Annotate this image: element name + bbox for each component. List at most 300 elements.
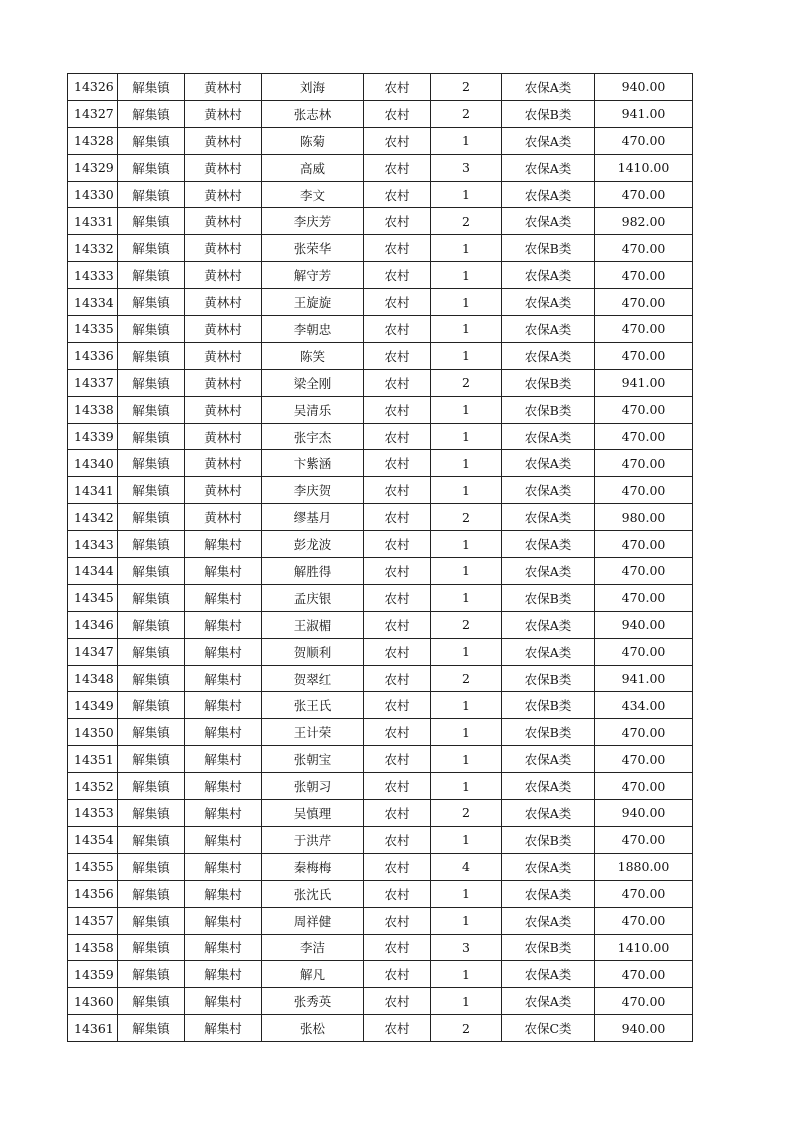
town-cell: 解集镇 bbox=[118, 342, 185, 369]
town-cell: 解集镇 bbox=[118, 504, 185, 531]
table-row bbox=[68, 504, 693, 531]
area-type-cell: 农村 bbox=[364, 127, 431, 154]
area-type-cell: 农村 bbox=[364, 531, 431, 558]
insurance-category-cell: 农保B类 bbox=[502, 719, 595, 746]
person-name-cell: 缪基月 bbox=[262, 504, 364, 531]
row-id-cell: 14359 bbox=[68, 961, 118, 988]
village-cell: 解集村 bbox=[185, 638, 262, 665]
insurance-category-cell: 农保A类 bbox=[502, 154, 595, 181]
village-cell: 解集村 bbox=[185, 531, 262, 558]
row-id-cell: 14327 bbox=[68, 100, 118, 127]
insurance-category-cell: 农保B类 bbox=[502, 934, 595, 961]
household-count-cell: 1 bbox=[431, 262, 502, 289]
person-name-cell: 吴清乐 bbox=[262, 396, 364, 423]
insurance-category-cell: 农保B类 bbox=[502, 396, 595, 423]
town-cell: 解集镇 bbox=[118, 289, 185, 316]
insurance-category-cell: 农保B类 bbox=[502, 665, 595, 692]
row-id-cell: 14346 bbox=[68, 611, 118, 638]
row-id-cell: 14333 bbox=[68, 262, 118, 289]
household-count-cell: 1 bbox=[431, 988, 502, 1015]
row-id-cell: 14338 bbox=[68, 396, 118, 423]
insurance-category-cell: 农保B类 bbox=[502, 584, 595, 611]
amount-cell: 470.00 bbox=[595, 880, 693, 907]
area-type-cell: 农村 bbox=[364, 584, 431, 611]
household-count-cell: 1 bbox=[431, 907, 502, 934]
area-type-cell: 农村 bbox=[364, 289, 431, 316]
village-cell: 黄林村 bbox=[185, 342, 262, 369]
person-name-cell: 卞紫涵 bbox=[262, 450, 364, 477]
village-cell: 黄林村 bbox=[185, 154, 262, 181]
village-cell: 黄林村 bbox=[185, 369, 262, 396]
village-cell: 解集村 bbox=[185, 692, 262, 719]
amount-cell: 470.00 bbox=[595, 423, 693, 450]
insurance-category-cell: 农保B类 bbox=[502, 235, 595, 262]
row-id-cell: 14343 bbox=[68, 531, 118, 558]
area-type-cell: 农村 bbox=[364, 396, 431, 423]
insurance-category-cell: 农保B类 bbox=[502, 369, 595, 396]
village-cell: 解集村 bbox=[185, 826, 262, 853]
village-cell: 黄林村 bbox=[185, 396, 262, 423]
person-name-cell: 张王氏 bbox=[262, 692, 364, 719]
person-name-cell: 贺翠红 bbox=[262, 665, 364, 692]
table-row bbox=[68, 369, 693, 396]
area-type-cell: 农村 bbox=[364, 504, 431, 531]
table-row bbox=[68, 423, 693, 450]
town-cell: 解集镇 bbox=[118, 531, 185, 558]
row-id-cell: 14348 bbox=[68, 665, 118, 692]
amount-cell: 470.00 bbox=[595, 262, 693, 289]
household-count-cell: 1 bbox=[431, 961, 502, 988]
area-type-cell: 农村 bbox=[364, 880, 431, 907]
row-id-cell: 14339 bbox=[68, 423, 118, 450]
person-name-cell: 彭龙波 bbox=[262, 531, 364, 558]
village-cell: 黄林村 bbox=[185, 100, 262, 127]
table-row bbox=[68, 558, 693, 585]
village-cell: 解集村 bbox=[185, 800, 262, 827]
area-type-cell: 农村 bbox=[364, 773, 431, 800]
person-name-cell: 李洁 bbox=[262, 934, 364, 961]
person-name-cell: 于洪芹 bbox=[262, 826, 364, 853]
table-row bbox=[68, 934, 693, 961]
person-name-cell: 李朝忠 bbox=[262, 316, 364, 343]
area-type-cell: 农村 bbox=[364, 961, 431, 988]
town-cell: 解集镇 bbox=[118, 800, 185, 827]
household-count-cell: 1 bbox=[431, 584, 502, 611]
person-name-cell: 王计荣 bbox=[262, 719, 364, 746]
town-cell: 解集镇 bbox=[118, 584, 185, 611]
table-body bbox=[68, 74, 693, 1042]
person-name-cell: 张松 bbox=[262, 1015, 364, 1042]
household-count-cell: 1 bbox=[431, 558, 502, 585]
person-name-cell: 王淑楣 bbox=[262, 611, 364, 638]
town-cell: 解集镇 bbox=[118, 1015, 185, 1042]
area-type-cell: 农村 bbox=[364, 638, 431, 665]
table-row bbox=[68, 584, 693, 611]
household-count-cell: 2 bbox=[431, 504, 502, 531]
table-row bbox=[68, 746, 693, 773]
row-id-cell: 14347 bbox=[68, 638, 118, 665]
insurance-category-cell: 农保A类 bbox=[502, 127, 595, 154]
town-cell: 解集镇 bbox=[118, 154, 185, 181]
amount-cell: 470.00 bbox=[595, 773, 693, 800]
town-cell: 解集镇 bbox=[118, 477, 185, 504]
insurance-category-cell: 农保A类 bbox=[502, 531, 595, 558]
person-name-cell: 李文 bbox=[262, 181, 364, 208]
village-cell: 黄林村 bbox=[185, 262, 262, 289]
area-type-cell: 农村 bbox=[364, 934, 431, 961]
row-id-cell: 14353 bbox=[68, 800, 118, 827]
village-cell: 解集村 bbox=[185, 773, 262, 800]
row-id-cell: 14332 bbox=[68, 235, 118, 262]
table-row bbox=[68, 235, 693, 262]
area-type-cell: 农村 bbox=[364, 988, 431, 1015]
village-cell: 解集村 bbox=[185, 1015, 262, 1042]
household-count-cell: 1 bbox=[431, 127, 502, 154]
table-row bbox=[68, 692, 693, 719]
table-row bbox=[68, 477, 693, 504]
row-id-cell: 14357 bbox=[68, 907, 118, 934]
person-name-cell: 张宇杰 bbox=[262, 423, 364, 450]
person-name-cell: 解守芳 bbox=[262, 262, 364, 289]
village-cell: 解集村 bbox=[185, 961, 262, 988]
area-type-cell: 农村 bbox=[364, 450, 431, 477]
insurance-category-cell: 农保A类 bbox=[502, 907, 595, 934]
row-id-cell: 14356 bbox=[68, 880, 118, 907]
person-name-cell: 张秀英 bbox=[262, 988, 364, 1015]
area-type-cell: 农村 bbox=[364, 611, 431, 638]
village-cell: 黄林村 bbox=[185, 74, 262, 101]
area-type-cell: 农村 bbox=[364, 692, 431, 719]
insurance-category-cell: 农保A类 bbox=[502, 638, 595, 665]
amount-cell: 470.00 bbox=[595, 235, 693, 262]
town-cell: 解集镇 bbox=[118, 262, 185, 289]
area-type-cell: 农村 bbox=[364, 154, 431, 181]
town-cell: 解集镇 bbox=[118, 907, 185, 934]
table-row bbox=[68, 154, 693, 181]
household-count-cell: 3 bbox=[431, 934, 502, 961]
insurance-category-cell: 农保A类 bbox=[502, 262, 595, 289]
row-id-cell: 14342 bbox=[68, 504, 118, 531]
table-row bbox=[68, 880, 693, 907]
village-cell: 黄林村 bbox=[185, 208, 262, 235]
person-name-cell: 解凡 bbox=[262, 961, 364, 988]
town-cell: 解集镇 bbox=[118, 450, 185, 477]
table-row bbox=[68, 961, 693, 988]
village-cell: 黄林村 bbox=[185, 477, 262, 504]
row-id-cell: 14340 bbox=[68, 450, 118, 477]
table-row bbox=[68, 100, 693, 127]
town-cell: 解集镇 bbox=[118, 74, 185, 101]
amount-cell: 470.00 bbox=[595, 396, 693, 423]
town-cell: 解集镇 bbox=[118, 396, 185, 423]
person-name-cell: 张沈氏 bbox=[262, 880, 364, 907]
table-row bbox=[68, 773, 693, 800]
row-id-cell: 14360 bbox=[68, 988, 118, 1015]
amount-cell: 470.00 bbox=[595, 181, 693, 208]
household-count-cell: 2 bbox=[431, 100, 502, 127]
amount-cell: 470.00 bbox=[595, 342, 693, 369]
insurance-category-cell: 农保A类 bbox=[502, 423, 595, 450]
amount-cell: 940.00 bbox=[595, 611, 693, 638]
insurance-category-cell: 农保A类 bbox=[502, 773, 595, 800]
village-cell: 黄林村 bbox=[185, 504, 262, 531]
insurance-category-cell: 农保A类 bbox=[502, 558, 595, 585]
village-cell: 解集村 bbox=[185, 746, 262, 773]
town-cell: 解集镇 bbox=[118, 880, 185, 907]
row-id-cell: 14328 bbox=[68, 127, 118, 154]
table-row bbox=[68, 262, 693, 289]
row-id-cell: 14351 bbox=[68, 746, 118, 773]
village-cell: 解集村 bbox=[185, 988, 262, 1015]
town-cell: 解集镇 bbox=[118, 961, 185, 988]
area-type-cell: 农村 bbox=[364, 558, 431, 585]
person-name-cell: 陈菊 bbox=[262, 127, 364, 154]
insurance-category-cell: 农保B类 bbox=[502, 100, 595, 127]
area-type-cell: 农村 bbox=[364, 477, 431, 504]
insurance-category-cell: 农保A类 bbox=[502, 342, 595, 369]
insurance-category-cell: 农保B类 bbox=[502, 692, 595, 719]
area-type-cell: 农村 bbox=[364, 74, 431, 101]
row-id-cell: 14345 bbox=[68, 584, 118, 611]
town-cell: 解集镇 bbox=[118, 826, 185, 853]
area-type-cell: 农村 bbox=[364, 907, 431, 934]
amount-cell: 1410.00 bbox=[595, 934, 693, 961]
household-count-cell: 4 bbox=[431, 853, 502, 880]
town-cell: 解集镇 bbox=[118, 638, 185, 665]
person-name-cell: 李庆芳 bbox=[262, 208, 364, 235]
amount-cell: 1880.00 bbox=[595, 853, 693, 880]
insurance-category-cell: 农保A类 bbox=[502, 477, 595, 504]
amount-cell: 470.00 bbox=[595, 531, 693, 558]
person-name-cell: 陈笑 bbox=[262, 342, 364, 369]
person-name-cell: 解胜得 bbox=[262, 558, 364, 585]
table-row bbox=[68, 665, 693, 692]
area-type-cell: 农村 bbox=[364, 826, 431, 853]
amount-cell: 470.00 bbox=[595, 746, 693, 773]
village-cell: 解集村 bbox=[185, 558, 262, 585]
town-cell: 解集镇 bbox=[118, 611, 185, 638]
household-count-cell: 1 bbox=[431, 531, 502, 558]
table-row bbox=[68, 208, 693, 235]
insurance-category-cell: 农保A类 bbox=[502, 853, 595, 880]
town-cell: 解集镇 bbox=[118, 235, 185, 262]
insurance-category-cell: 农保A类 bbox=[502, 208, 595, 235]
household-count-cell: 1 bbox=[431, 396, 502, 423]
town-cell: 解集镇 bbox=[118, 100, 185, 127]
village-cell: 黄林村 bbox=[185, 289, 262, 316]
town-cell: 解集镇 bbox=[118, 692, 185, 719]
amount-cell: 470.00 bbox=[595, 558, 693, 585]
row-id-cell: 14326 bbox=[68, 74, 118, 101]
area-type-cell: 农村 bbox=[364, 342, 431, 369]
household-count-cell: 2 bbox=[431, 611, 502, 638]
household-count-cell: 1 bbox=[431, 235, 502, 262]
village-cell: 解集村 bbox=[185, 880, 262, 907]
insurance-category-cell: 农保A类 bbox=[502, 289, 595, 316]
amount-cell: 470.00 bbox=[595, 907, 693, 934]
household-count-cell: 1 bbox=[431, 692, 502, 719]
amount-cell: 982.00 bbox=[595, 208, 693, 235]
town-cell: 解集镇 bbox=[118, 127, 185, 154]
table-row bbox=[68, 342, 693, 369]
village-cell: 解集村 bbox=[185, 719, 262, 746]
area-type-cell: 农村 bbox=[364, 719, 431, 746]
household-count-cell: 1 bbox=[431, 719, 502, 746]
row-id-cell: 14349 bbox=[68, 692, 118, 719]
household-count-cell: 2 bbox=[431, 800, 502, 827]
village-cell: 黄林村 bbox=[185, 316, 262, 343]
household-count-cell: 3 bbox=[431, 154, 502, 181]
row-id-cell: 14337 bbox=[68, 369, 118, 396]
row-id-cell: 14341 bbox=[68, 477, 118, 504]
amount-cell: 470.00 bbox=[595, 638, 693, 665]
town-cell: 解集镇 bbox=[118, 719, 185, 746]
row-id-cell: 14344 bbox=[68, 558, 118, 585]
town-cell: 解集镇 bbox=[118, 665, 185, 692]
village-cell: 解集村 bbox=[185, 853, 262, 880]
table-row bbox=[68, 719, 693, 746]
person-name-cell: 张朝习 bbox=[262, 773, 364, 800]
table-row bbox=[68, 1015, 693, 1042]
area-type-cell: 农村 bbox=[364, 208, 431, 235]
amount-cell: 470.00 bbox=[595, 316, 693, 343]
amount-cell: 470.00 bbox=[595, 289, 693, 316]
amount-cell: 980.00 bbox=[595, 504, 693, 531]
area-type-cell: 农村 bbox=[364, 181, 431, 208]
household-count-cell: 2 bbox=[431, 665, 502, 692]
amount-cell: 941.00 bbox=[595, 369, 693, 396]
table-row bbox=[68, 289, 693, 316]
row-id-cell: 14331 bbox=[68, 208, 118, 235]
row-id-cell: 14350 bbox=[68, 719, 118, 746]
area-type-cell: 农村 bbox=[364, 262, 431, 289]
household-count-cell: 1 bbox=[431, 181, 502, 208]
town-cell: 解集镇 bbox=[118, 369, 185, 396]
town-cell: 解集镇 bbox=[118, 208, 185, 235]
table-row bbox=[68, 800, 693, 827]
amount-cell: 434.00 bbox=[595, 692, 693, 719]
household-count-cell: 2 bbox=[431, 74, 502, 101]
town-cell: 解集镇 bbox=[118, 934, 185, 961]
row-id-cell: 14330 bbox=[68, 181, 118, 208]
insurance-category-cell: 农保A类 bbox=[502, 746, 595, 773]
insurance-category-cell: 农保A类 bbox=[502, 611, 595, 638]
amount-cell: 470.00 bbox=[595, 450, 693, 477]
amount-cell: 941.00 bbox=[595, 665, 693, 692]
household-count-cell: 1 bbox=[431, 423, 502, 450]
area-type-cell: 农村 bbox=[364, 665, 431, 692]
table-row bbox=[68, 611, 693, 638]
area-type-cell: 农村 bbox=[364, 100, 431, 127]
insurance-category-cell: 农保A类 bbox=[502, 961, 595, 988]
row-id-cell: 14358 bbox=[68, 934, 118, 961]
insurance-category-cell: 农保A类 bbox=[502, 181, 595, 208]
row-id-cell: 14352 bbox=[68, 773, 118, 800]
table-row bbox=[68, 316, 693, 343]
village-cell: 解集村 bbox=[185, 907, 262, 934]
table-row bbox=[68, 531, 693, 558]
amount-cell: 1410.00 bbox=[595, 154, 693, 181]
row-id-cell: 14355 bbox=[68, 853, 118, 880]
household-count-cell: 1 bbox=[431, 638, 502, 665]
insurance-category-cell: 农保C类 bbox=[502, 1015, 595, 1042]
person-name-cell: 周祥健 bbox=[262, 907, 364, 934]
person-name-cell: 秦梅梅 bbox=[262, 853, 364, 880]
person-name-cell: 孟庆银 bbox=[262, 584, 364, 611]
person-name-cell: 张志林 bbox=[262, 100, 364, 127]
household-count-cell: 2 bbox=[431, 1015, 502, 1042]
amount-cell: 941.00 bbox=[595, 100, 693, 127]
household-count-cell: 1 bbox=[431, 342, 502, 369]
table-row bbox=[68, 74, 693, 101]
person-name-cell: 张荣华 bbox=[262, 235, 364, 262]
household-count-cell: 1 bbox=[431, 773, 502, 800]
person-name-cell: 刘海 bbox=[262, 74, 364, 101]
village-cell: 黄林村 bbox=[185, 423, 262, 450]
table-row bbox=[68, 826, 693, 853]
area-type-cell: 农村 bbox=[364, 746, 431, 773]
village-cell: 黄林村 bbox=[185, 450, 262, 477]
table-row bbox=[68, 638, 693, 665]
amount-cell: 940.00 bbox=[595, 74, 693, 101]
household-count-cell: 2 bbox=[431, 208, 502, 235]
row-id-cell: 14335 bbox=[68, 316, 118, 343]
insurance-category-cell: 农保A类 bbox=[502, 450, 595, 477]
table-row bbox=[68, 853, 693, 880]
insurance-category-cell: 农保A类 bbox=[502, 988, 595, 1015]
person-name-cell: 张朝宝 bbox=[262, 746, 364, 773]
household-count-cell: 2 bbox=[431, 369, 502, 396]
household-count-cell: 1 bbox=[431, 746, 502, 773]
insurance-category-cell: 农保A类 bbox=[502, 880, 595, 907]
village-cell: 解集村 bbox=[185, 584, 262, 611]
town-cell: 解集镇 bbox=[118, 988, 185, 1015]
amount-cell: 940.00 bbox=[595, 1015, 693, 1042]
row-id-cell: 14329 bbox=[68, 154, 118, 181]
area-type-cell: 农村 bbox=[364, 1015, 431, 1042]
household-count-cell: 1 bbox=[431, 826, 502, 853]
town-cell: 解集镇 bbox=[118, 558, 185, 585]
village-cell: 黄林村 bbox=[185, 235, 262, 262]
household-count-cell: 1 bbox=[431, 450, 502, 477]
records-table bbox=[67, 73, 693, 1042]
area-type-cell: 农村 bbox=[364, 800, 431, 827]
row-id-cell: 14361 bbox=[68, 1015, 118, 1042]
person-name-cell: 梁全刚 bbox=[262, 369, 364, 396]
amount-cell: 470.00 bbox=[595, 961, 693, 988]
town-cell: 解集镇 bbox=[118, 423, 185, 450]
village-cell: 解集村 bbox=[185, 934, 262, 961]
area-type-cell: 农村 bbox=[364, 853, 431, 880]
row-id-cell: 14354 bbox=[68, 826, 118, 853]
household-count-cell: 1 bbox=[431, 289, 502, 316]
town-cell: 解集镇 bbox=[118, 316, 185, 343]
insurance-category-cell: 农保A类 bbox=[502, 800, 595, 827]
area-type-cell: 农村 bbox=[364, 423, 431, 450]
area-type-cell: 农村 bbox=[364, 235, 431, 262]
amount-cell: 470.00 bbox=[595, 719, 693, 746]
amount-cell: 470.00 bbox=[595, 127, 693, 154]
household-count-cell: 1 bbox=[431, 477, 502, 504]
table-row bbox=[68, 181, 693, 208]
person-name-cell: 高威 bbox=[262, 154, 364, 181]
table-row bbox=[68, 396, 693, 423]
household-count-cell: 1 bbox=[431, 316, 502, 343]
person-name-cell: 贺顺利 bbox=[262, 638, 364, 665]
town-cell: 解集镇 bbox=[118, 773, 185, 800]
person-name-cell: 李庆贺 bbox=[262, 477, 364, 504]
table-row bbox=[68, 907, 693, 934]
